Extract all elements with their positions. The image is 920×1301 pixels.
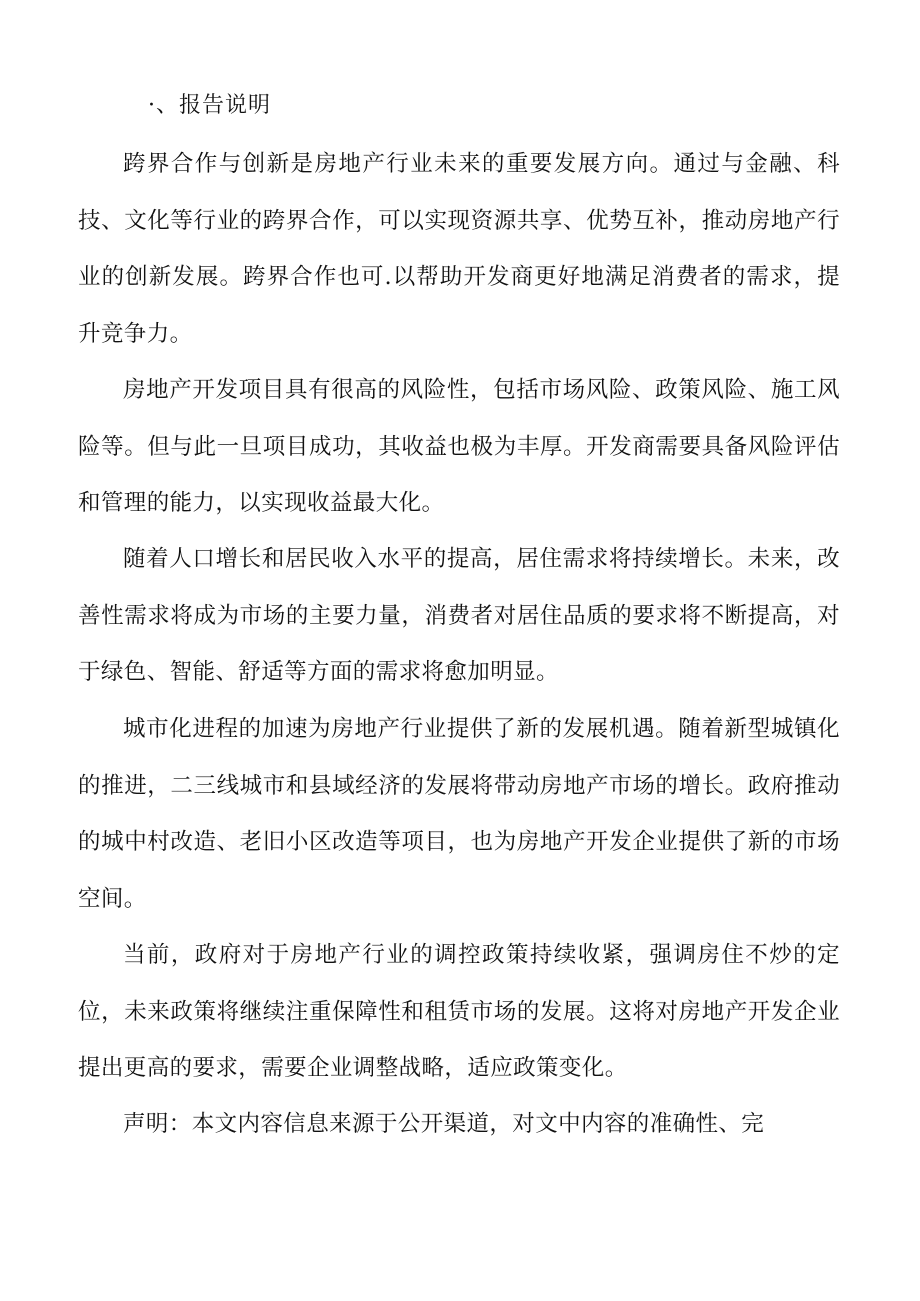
section-heading: ·、报告说明 (148, 93, 271, 118)
paragraph-project-risk: 房地产开发项目具有很高的风险性，包括市场风险、政策风险、施工风险等。但与此一旦项目成功，其收益也极为丰厚。开发商需要具备风险评估和管理的能力，以实现收益最大化。 (78, 377, 840, 516)
paragraph-policy: 当前，政府对于房地产行业的调控政策持续收紧，强调房住不炒的定位，未来政策将继续注重保障性和租赁市场的发展。这将对房地产开发企业提出更高的要求，需要企业调整战略，适应政策变化。 (78, 942, 840, 1081)
paragraph-urbanization: 城市化进程的加速为房地产行业提供了新的发展机遇。随着新型城镇化的推进，二三线城市和县域经济的发展将带动房地产市场的增长。政府推动的城中村改造、老旧小区改造等项目，也为房地产开发企业提供了新的市场空间。 (78, 716, 840, 912)
paragraph-housing-demand: 随着人口增长和居民收入水平的提高，居住需求将持续增长。未来，改善性需求将成为市场的主要力量，消费者对居住品质的要求将不断提高，对于绿色、智能、舒适等方面的需求将愈加明显。 (78, 546, 840, 685)
paragraph-disclaimer: 声明：本文内容信息来源于公开渠道，对文中内容的准确性、完 (123, 1111, 765, 1137)
paragraph-cross-industry-cooperation: 跨界合作与创新是房地产行业未来的重要发展方向。通过与金融、科技、文化等行业的跨界合作，可以实现资源共享、优势互补，推动房地产行业的创新发展。跨界合作也可.以帮助开发商更好地满足消费者的需求，提升竞争力。 (78, 151, 840, 347)
